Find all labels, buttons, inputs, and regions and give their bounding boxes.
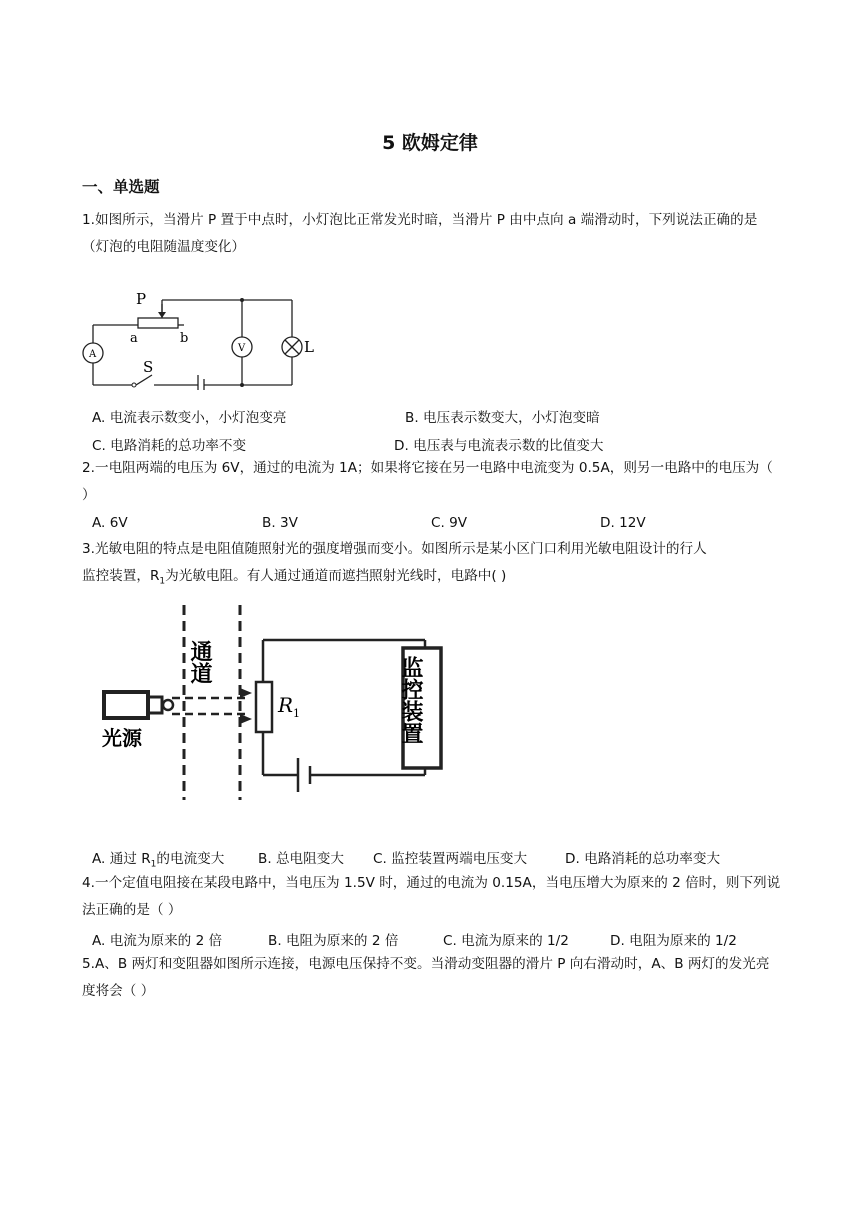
question-4-option-d[interactable]: D. 电阻为原来的 1/2: [610, 933, 737, 949]
label-light-source: 光源: [102, 726, 142, 750]
subscript: 1: [159, 576, 166, 587]
label-a: a: [130, 331, 138, 346]
label-resistor-sub: 1: [293, 707, 300, 720]
question-2-option-c[interactable]: C. 9V: [431, 515, 468, 531]
question-3-stem-line-1: 3.光敏电阻的特点是电阻值随照射光的强度增强而变小。如图所示是某小区门口利用光敏电阻设计的行人: [82, 541, 707, 557]
option-text: A. 通过 R: [92, 851, 151, 867]
question-1-option-d[interactable]: D. 电压表与电流表示数的比值变大: [394, 438, 604, 454]
question-1-option-b[interactable]: B. 电压表示数变大，小灯泡变暗: [405, 410, 600, 426]
question-3-stem: [82, 536, 782, 596]
label-S: S: [143, 358, 154, 376]
page-title: 5 欧姆定律: [382, 132, 478, 154]
option-text: 的电流变大: [156, 851, 225, 867]
question-2-stem: 2.一电阻两端的电压为 6V，通过的电流为 1A；如果将它接在另一电路中电流变为 0.5A，则另一电路中的电压为（ ）: [82, 460, 773, 503]
question-2-option-a[interactable]: A. 6V: [92, 515, 128, 531]
label-P: P: [136, 290, 147, 308]
stem-text: 为光敏电阻。有人通过通道而遮挡照射光线时，电路中( ): [165, 568, 507, 584]
question-2-option-d[interactable]: D. 12V: [600, 515, 646, 531]
ammeter-icon: A: [89, 349, 97, 360]
label-monitor: 监控装置: [398, 656, 424, 744]
question-3-monitor-diagram: [80, 600, 470, 805]
question-1-option-c[interactable]: C. 电路消耗的总功率不变: [92, 438, 247, 454]
stem-text: 监控装置，R: [82, 568, 160, 584]
question-3-option-a[interactable]: [92, 847, 224, 870]
question-3-stem-line-2: [82, 563, 782, 596]
label-resistor: R: [278, 693, 294, 717]
voltmeter-icon: V: [238, 343, 246, 354]
question-3-option-b[interactable]: B. 总电阻变大: [258, 851, 344, 867]
question-5-stem: 5.A、B 两灯和变阻器如图所示连接，电源电压保持不变。当滑动变阻器的滑片 P 向右滑动时，A、B 两灯的发光亮度将会（ ）: [82, 956, 770, 999]
question-3-option-c[interactable]: C. 监控装置两端电压变大: [373, 851, 528, 867]
question-4-option-b[interactable]: B. 电阻为原来的 2 倍: [268, 933, 399, 949]
label-channel: 通道: [187, 640, 213, 684]
question-4-stem: 4.一个定值电阻接在某段电路中，当电压为 1.5V 时，通过的电流为 0.15A，当电压增大为原来的 2 倍时，则下列说法正确的是（ ）: [82, 875, 781, 918]
question-2-option-b[interactable]: B. 3V: [262, 515, 298, 531]
question-1-option-a[interactable]: A. 电流表示数变小，小灯泡变亮: [92, 410, 287, 426]
question-1-stem: 1.如图所示，当滑片 P 置于中点时，小灯泡比正常发光时暗，当滑片 P 由中点向 a 端滑动时，下列说法正确的是（灯泡的电阻随温度变化）: [82, 212, 758, 255]
question-3-option-d[interactable]: D. 电路消耗的总功率变大: [565, 851, 721, 867]
question-4-option-a[interactable]: A. 电流为原来的 2 倍: [92, 933, 223, 949]
label-b: b: [180, 331, 189, 346]
label-L: L: [304, 338, 314, 356]
subscript: 1: [150, 859, 157, 870]
question-4-option-c[interactable]: C. 电流为原来的 1/2: [443, 933, 569, 949]
question-1-circuit-diagram: [80, 290, 320, 390]
section-heading: 一、单选题: [82, 178, 160, 196]
